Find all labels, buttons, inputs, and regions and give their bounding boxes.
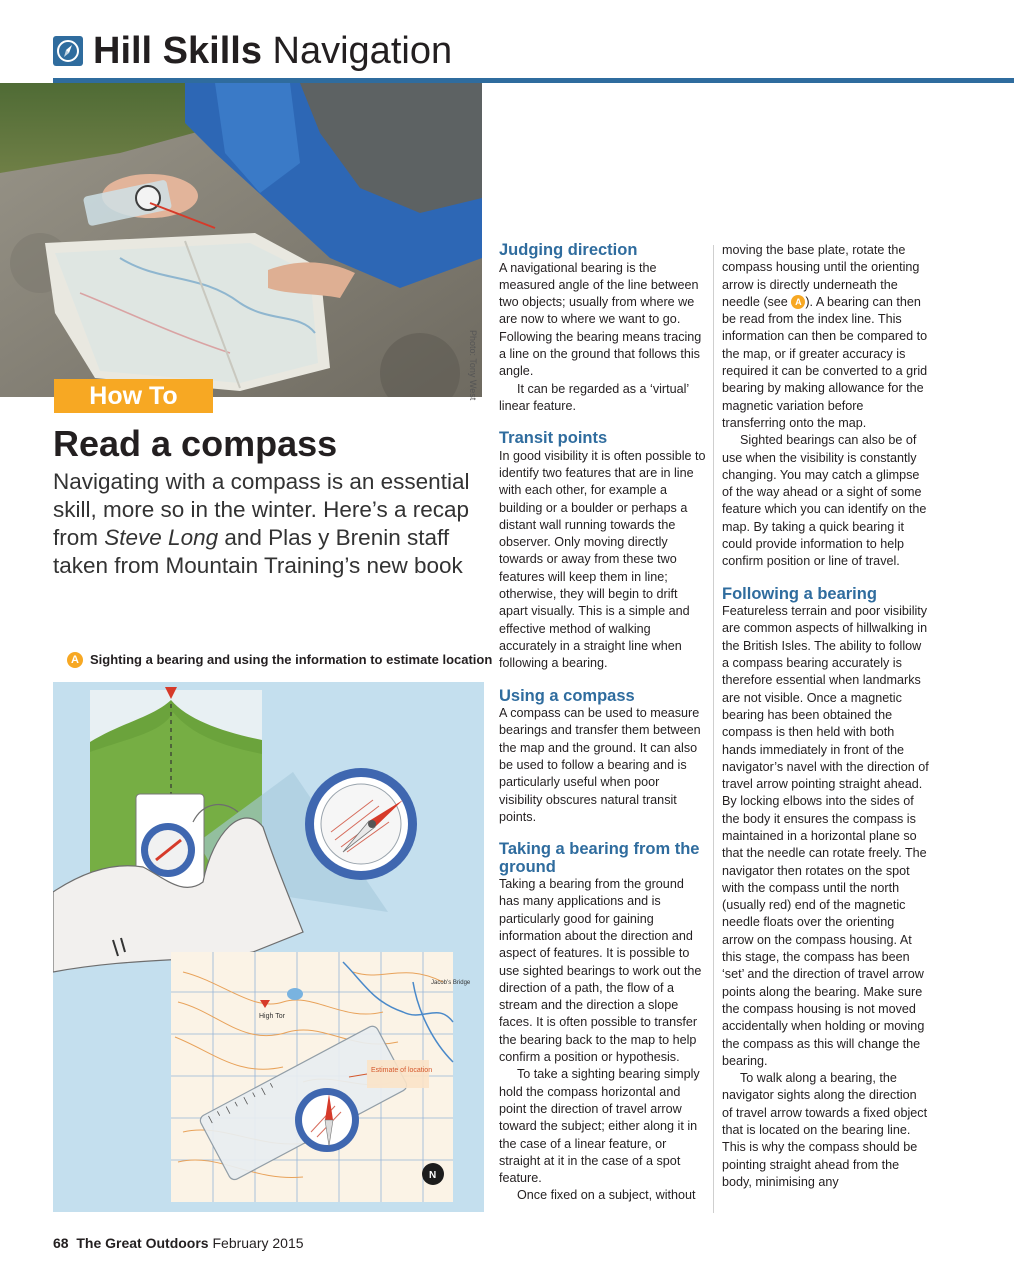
column-2 xyxy=(722,242,929,1191)
para-using: A compass can be used to measure bearings and transfer them between the map and the ground. It can also be used to follow a bearing and is particularly useful when poor visibility obscures natural transit points. xyxy=(499,706,701,824)
how-to-label: How To xyxy=(54,379,213,413)
para-following-1: Featureless terrain and poor visibility are common aspects of hillwalking in the British Isles. The ability to follow a compass bearing accurately is therefore essential when landmarks are not visible. Once a magnetic bearing has been obtained the compass is then held with both hands immediately in front of the navigator’s navel with the direction of travel arrow pointing straight ahead. By locking elbows into the sides of the body it ensures the compass is maintained in a horizontal plane so that the needle can rotate freely. The navigator then rotates on the spot with the compass until the north (usually red) end of the magnetic needle floats over the orienting arrow on the compass housing. At this stage, the compass has been ‘set’ and the direction of travel arrow points along the bearing. Make sure the compass housing is not moved accidentally when holding or moving the compass as this will change the bearing. xyxy=(722,604,929,1068)
para-col2-1 xyxy=(722,242,929,432)
standfirst-author: Steve Long xyxy=(104,525,219,550)
north-arrow-icon: N xyxy=(429,1170,437,1181)
column-1 xyxy=(499,242,706,1205)
para-transit: In good visibility it is often possible to identify two features that are in line with each other, for example a building or a boulder or perhaps a distant wall running towards the observer. Only moving directly towards or away from these two features will keep them in line; otherwise, they will begin to drift apart visually. This is a simple and effective method of walking accurately in a straight line when following a bearing. xyxy=(499,448,706,671)
heading-judging-direction: Judging direction xyxy=(499,241,638,259)
map-label-peak: High Tor xyxy=(259,1013,285,1020)
column-divider xyxy=(713,245,714,1213)
standfirst xyxy=(53,468,473,580)
standfirst-part-1: Navigating with a compass is an essential skill, more so in the winter. Here’s a recap from xyxy=(53,469,470,550)
map-label-estimate: Estimate of location xyxy=(371,1067,433,1074)
para-col2-1b: ). A bearing can then be read from the index line. This information can then be compared to the map, or if greater accuracy is required it can be converted to a grid bearing by making allowance for the magnetic variation before transferring onto the map. xyxy=(722,294,928,430)
para-taking-1: Taking a bearing from the ground has many applications and is particularly good for gaining information about the direction and aspect of features. It is possible to use sighted bearings to work out the direction of a path, the flow of a stream and the direction a slope faces. It is often possible to transfer the bearing back to the map to help confirm a position or hypothesis. xyxy=(499,877,702,1065)
compass-icon xyxy=(53,36,83,66)
page-number: 68 xyxy=(53,1235,69,1251)
para-judging-1: A navigational bearing is the measured angle of the line between two objects; usually from where we are now to where we want to go. Following the bearing means tracing a line on the ground that follows this angle. xyxy=(499,260,702,379)
figure-caption: Sighting a bearing and using the information to estimate location xyxy=(90,652,493,667)
section-title-light: Navigation xyxy=(272,30,453,72)
compass-illustration xyxy=(53,682,484,1212)
para-judging-2: It can be regarded as a ‘virtual’ linear feature. xyxy=(499,381,689,413)
section-title xyxy=(93,28,452,74)
article-title: Read a compass xyxy=(53,423,338,464)
para-taking-3: Once fixed on a subject, without xyxy=(517,1188,696,1203)
hero-photo xyxy=(0,83,482,397)
figure-badge: A xyxy=(67,652,83,668)
section-title-bold: Hill Skills xyxy=(93,30,262,72)
heading-following-bearing: Following a bearing xyxy=(722,584,877,603)
magazine-name: The Great Outdoors xyxy=(76,1235,209,1251)
heading-using-compass: Using a compass xyxy=(499,686,635,705)
standfirst-part-2: and Plas y Brenin staff taken from Mountain Training’s new book xyxy=(53,525,463,578)
para-taking-2: To take a sighting bearing simply hold the compass horizontal and point the direction of travel arrow toward the subject; either along it in the case of a linear feature, or straight at it in the case of a spot feature. xyxy=(499,1067,700,1186)
issue-date: February 2015 xyxy=(212,1235,304,1251)
figure-ref-badge: A xyxy=(791,295,805,309)
para-col2-1a: moving the base plate, rotate the compass housing until the orienting arrow is directly underneath the needle (see xyxy=(722,243,920,309)
heading-transit-points: Transit points xyxy=(499,429,608,448)
heading-taking-bearing: Taking a bearing from the ground xyxy=(499,840,700,876)
photo-credit: Photo: Tony West xyxy=(468,330,478,401)
para-col2-2: Sighted bearings can also be of use when the visibility is constantly changing. You may catch a glimpse of the way ahead or a sight of some feature which you can identify on the map. By taking a quick bearing it could provide information to help confirm position or line of travel. xyxy=(722,433,927,569)
page-footer xyxy=(53,1234,304,1252)
map-label-bridge: Jacob’s Bridge xyxy=(431,980,471,986)
para-following-2: To walk along a bearing, the navigator sights along the direction of travel arrow towards a fixed object that is located on the bearing line. This is why the compass should be pointing straight ahead from the body, minimising any xyxy=(722,1071,928,1189)
